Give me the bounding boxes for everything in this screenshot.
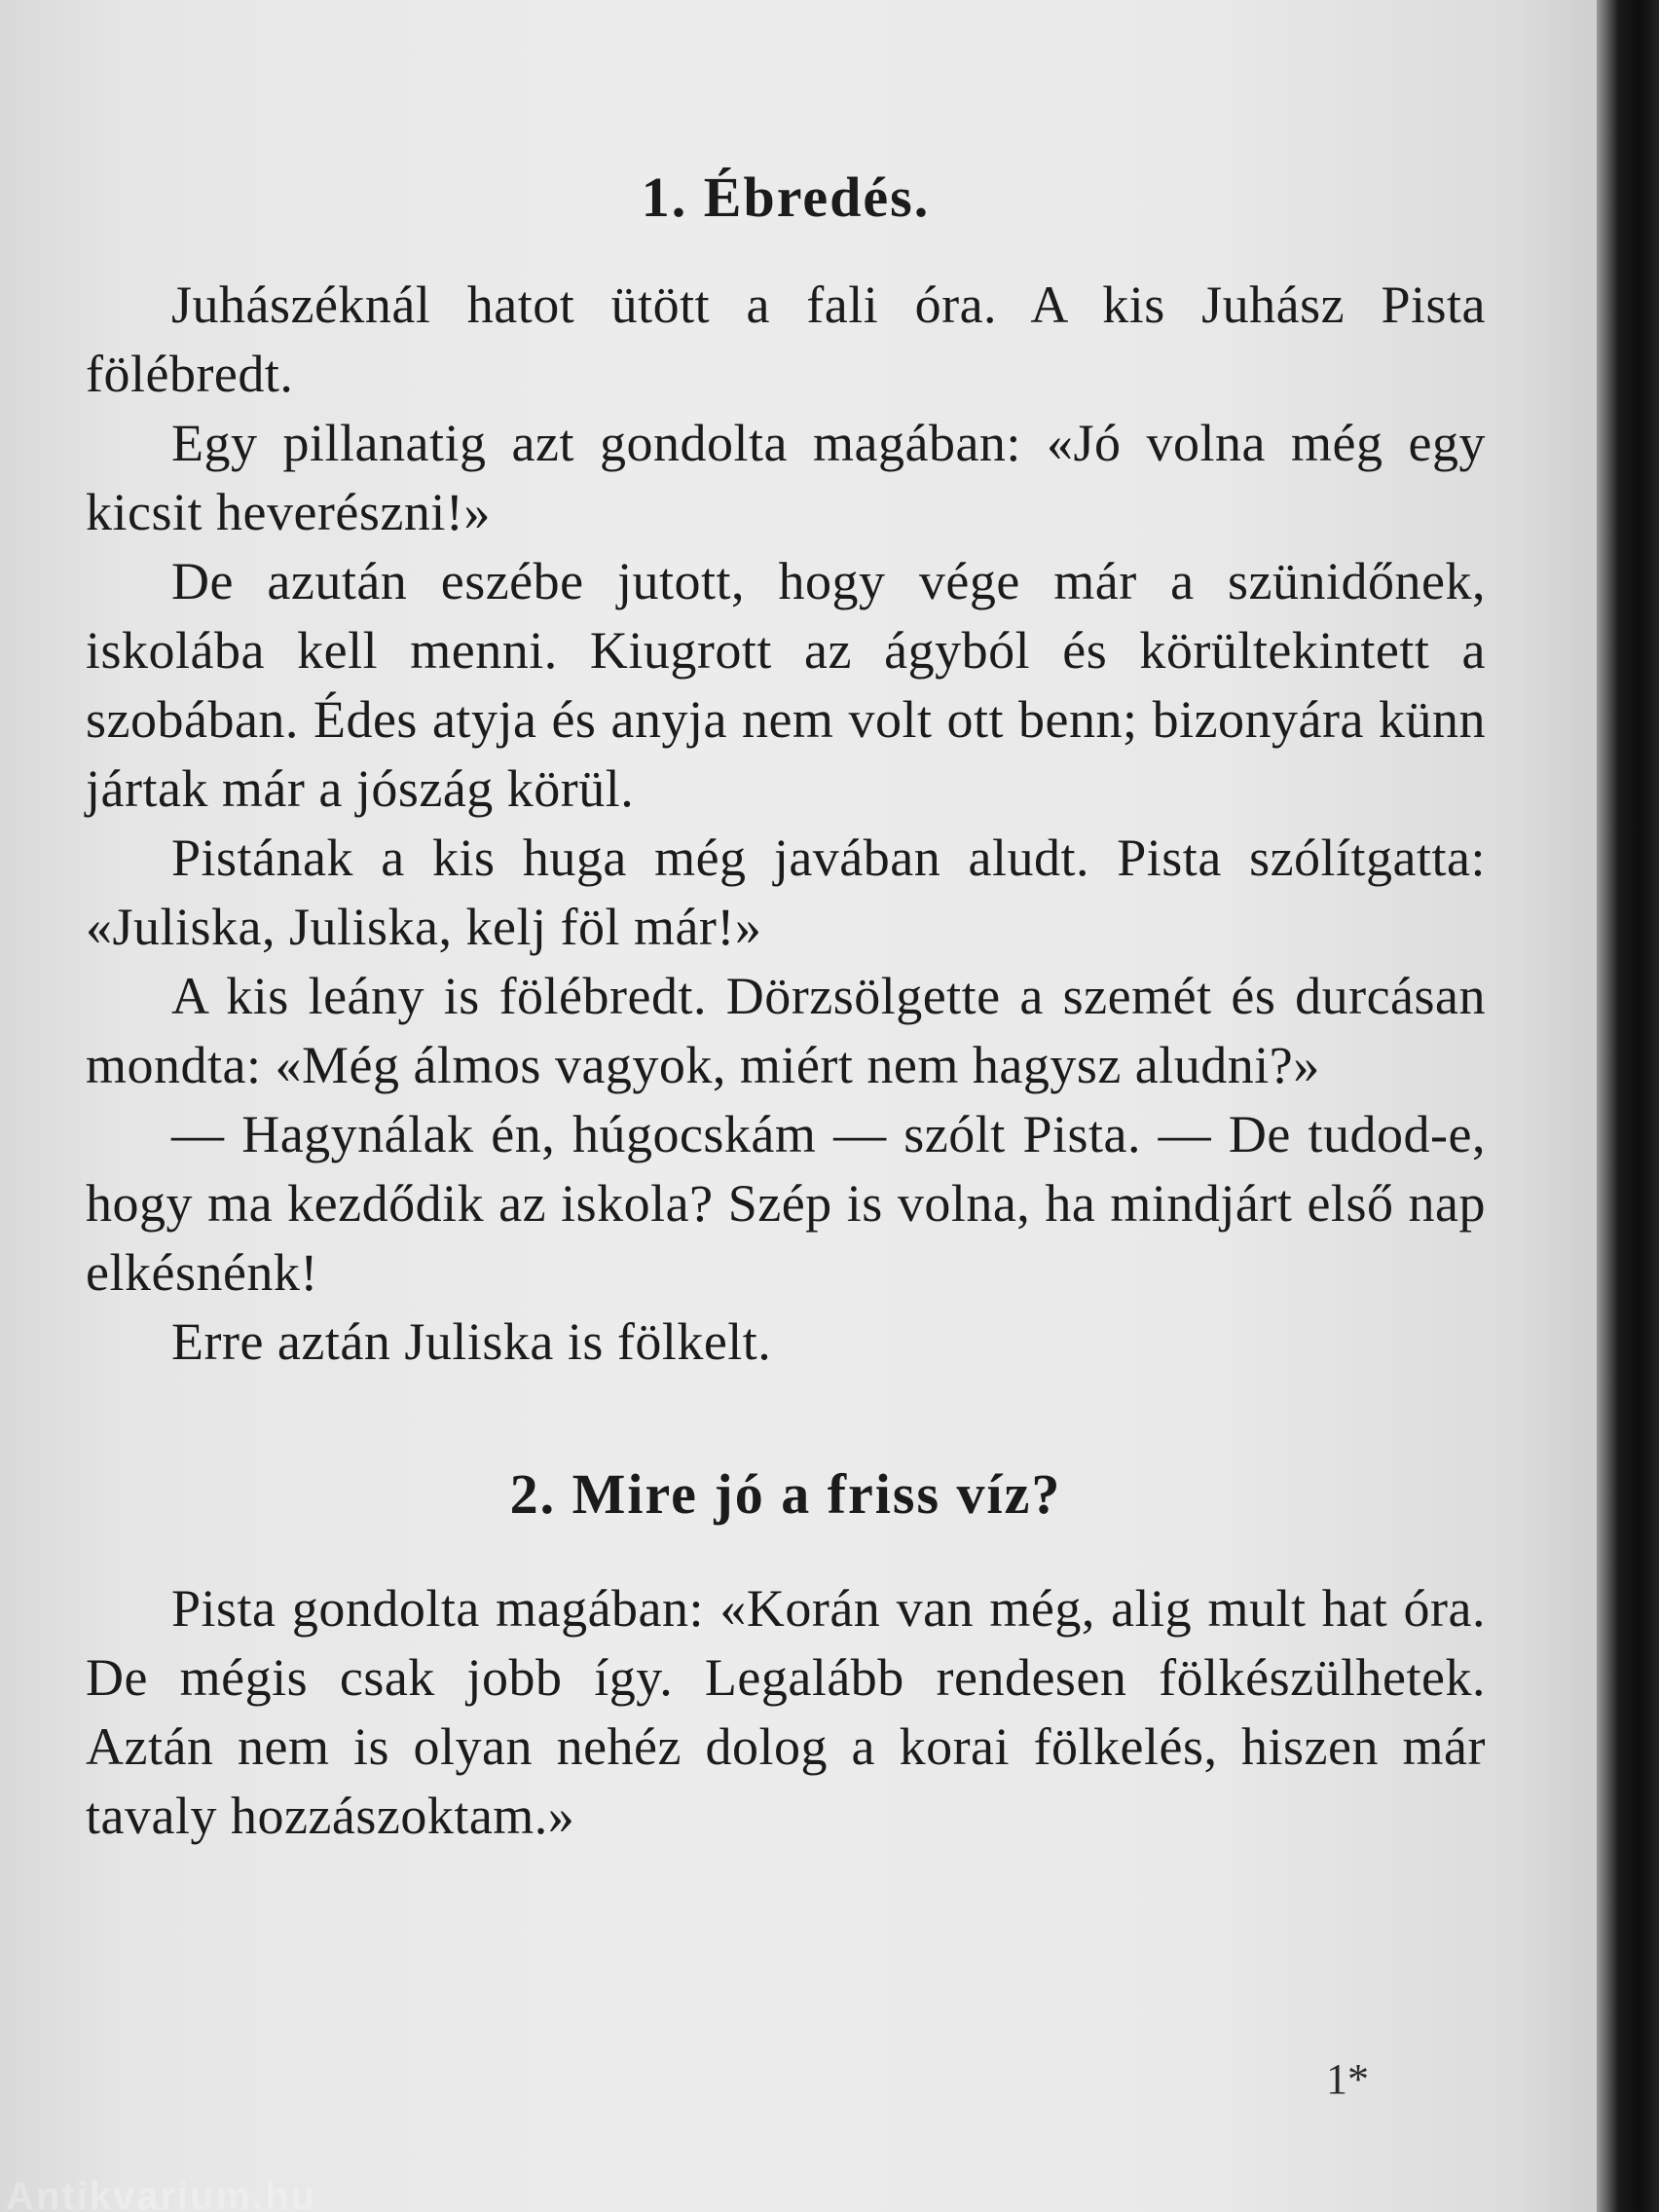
watermark-text: Antikvarium.hu — [6, 2175, 317, 2212]
page-number: 1* — [1326, 2055, 1369, 2103]
page-content — [86, 164, 1486, 1851]
paragraph: A kis leány is fölébredt. Dörzsölgette a szemét és durcásan mondta: «Még álmos vagyok, miért nem hagysz aludni?» — [86, 966, 1486, 1094]
paragraph: Erre aztán Juliska is fölkelt. — [171, 1311, 772, 1371]
paragraph: De azután eszébe jutott, hogy vége már a szünidőnek, iskolába kell menni. Kiugrott az ágyból és körültekintett a szobában. Édes atyja és anyja nem volt ott benn; bizonyára künn jártak már a jószág körül. — [86, 551, 1486, 818]
paragraph: Juhászéknál hatot ütött a fali óra. A kis Juhász Pista fölébredt. — [86, 275, 1486, 403]
paragraph: Pistának a kis huga még javában aludt. Pista szólítgatta: «Juliska, Juliska, kelj föl már!» — [86, 828, 1486, 956]
section-heading-1: 1. Ébredés. — [641, 166, 931, 229]
book-binding — [1597, 0, 1659, 2212]
paragraph: Pista gondolta magában: «Korán van még, alig mult hat óra. De mégis csak jobb így. Legalább rendesen fölkészülhetek. Aztán nem is olyan nehéz dolog a korai fölkelés, hiszen már tavaly hozzászoktam.» — [86, 1579, 1486, 1846]
paragraph: Egy pillanatig azt gondolta magában: «Jó volna még egy kicsit heverészni!» — [86, 413, 1486, 541]
section-heading-2: 2. Mire jó a friss víz? — [509, 1461, 1062, 1526]
paragraph: — Hagynálak én, húgocskám — szólt Pista. — De tudod-e, hogy ma kezdődik az iskola? Szép is volna, ha mindjárt első nap elkésnénk! — [86, 1104, 1486, 1302]
